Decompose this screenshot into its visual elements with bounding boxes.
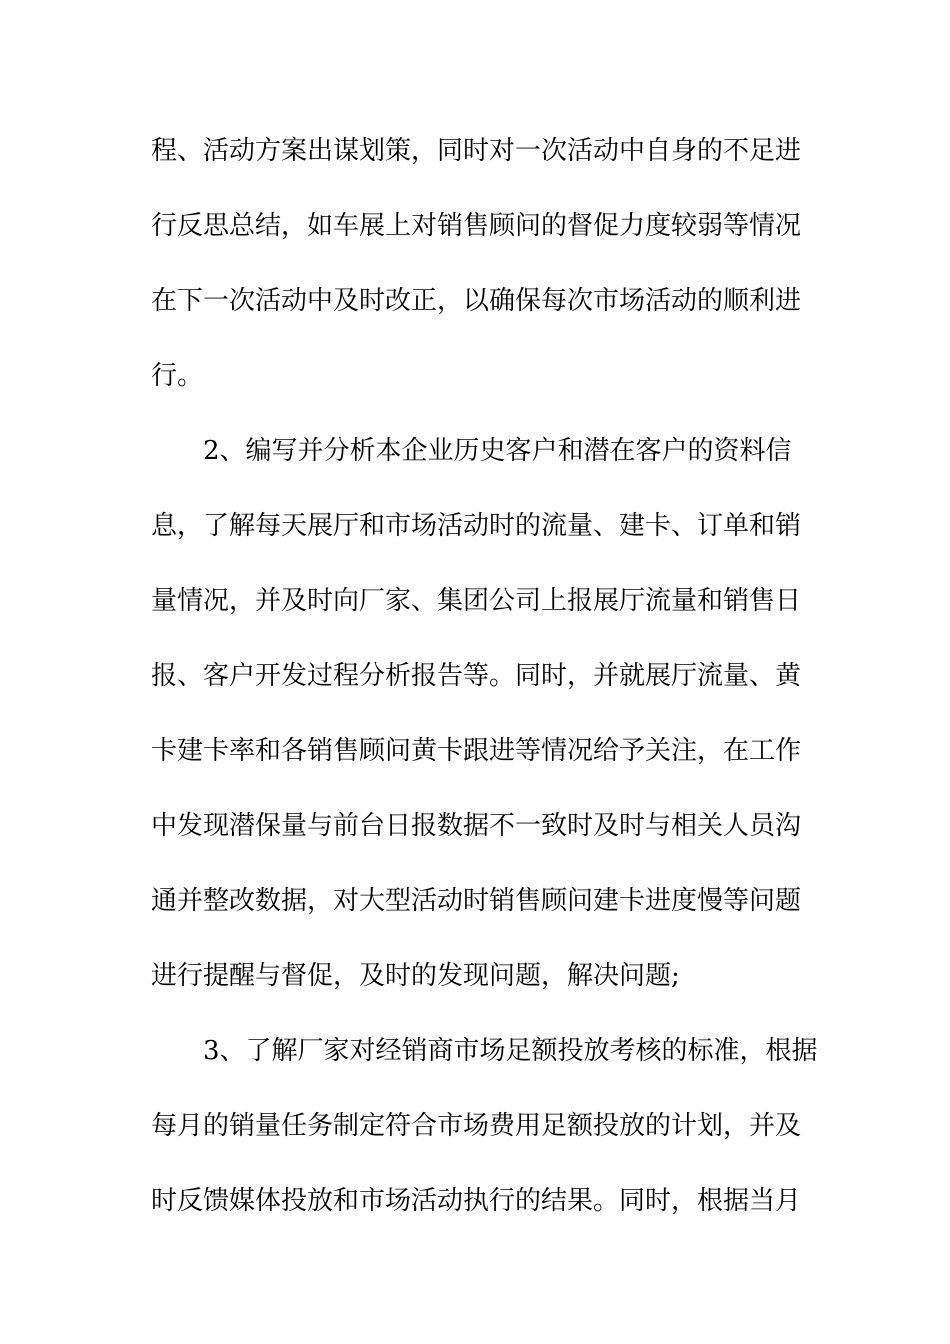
text-line: 中发现潜保量与前台日报数据不一致时及时与相关人员沟 <box>151 811 802 841</box>
text-line: 卡建卡率和各销售顾问黄卡跟进等情况给予关注，在工作 <box>151 736 802 766</box>
text-line: 程、活动方案出谋划策，同时对一次活动中自身的不足进 <box>151 136 802 166</box>
text-line: 息，了解每天展厅和市场活动时的流量、建卡、订单和销 <box>151 511 802 541</box>
text-line: 进行提醒与督促，及时的发现问题，解决问题; <box>151 961 680 991</box>
text-line: 时反馈媒体投放和市场活动执行的结果。同时，根据当月 <box>151 1186 802 1216</box>
text-line: 行。 <box>151 361 204 391</box>
text-line: 每月的销量任务制定符合市场费用足额投放的计划，并及 <box>151 1111 802 1141</box>
text-line: 通并整改数据，对大型活动时销售顾问建卡进度慢等问题 <box>151 886 802 916</box>
text-line: 行反思总结，如车展上对销售顾问的督促力度较弱等情况 <box>151 211 802 241</box>
text-line: 报、客户开发过程分析报告等。同时，并就展厅流量、黄 <box>151 661 802 691</box>
text-line: 量情况，并及时向厂家、集团公司上报展厅流量和销售日 <box>151 586 802 616</box>
paragraph-start-line: 2、编写并分析本企业历史客户和潜在客户的资料信 <box>203 436 792 466</box>
paragraph-start-line: 3、了解厂家对经销商市场足额投放考核的标准，根据 <box>203 1036 818 1066</box>
text-line: 在下一次活动中及时改正，以确保每次市场活动的顺利进 <box>151 286 802 316</box>
